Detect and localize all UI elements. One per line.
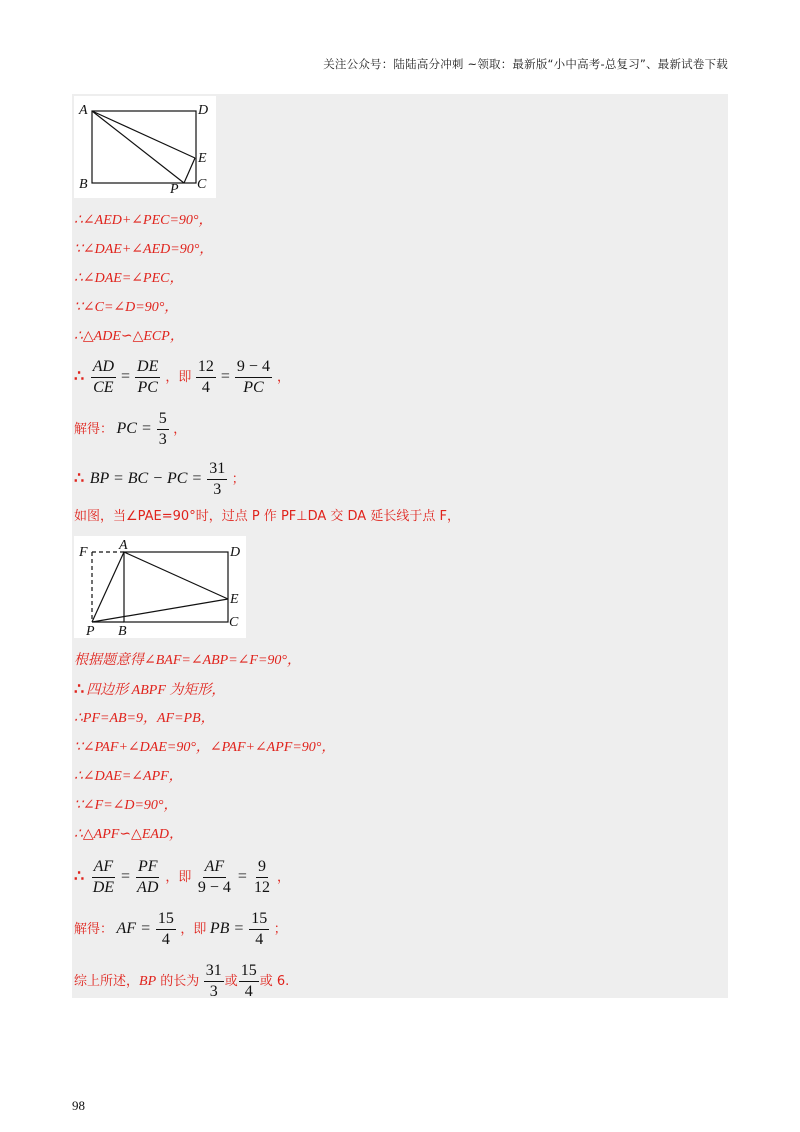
solve-label: 解得：	[74, 422, 114, 438]
therefore-symbol: ∴	[74, 368, 85, 386]
frac-num: DE	[135, 358, 160, 378]
therefore-symbol: ∴	[74, 681, 85, 698]
frac-den: 3	[209, 983, 218, 1000]
step-line-3: ∴∠DAE=∠PEC，	[74, 271, 184, 286]
step-line-8	[74, 460, 245, 499]
frac-num: 12	[196, 358, 216, 378]
step-line-5: ∴△ADE∽△ECP，	[74, 329, 184, 344]
label-a: A	[79, 103, 88, 118]
equation-lhs: AF =	[116, 920, 151, 938]
label-b: B	[79, 177, 88, 192]
page-header: 关注公众号：陆陆高分冲刺 ~领取：最新版“小中高考-总复习”、最新试卷下载	[323, 57, 728, 71]
or-text: 或	[224, 974, 238, 990]
connector-text: ，即	[165, 870, 192, 886]
rectangle-statement: 四边形 ABPF 为矩形，	[86, 683, 226, 698]
step-line-17: ∴ $\frac{AF}{DE}$ = $\frac{PF}{AD}$ ，即 $\frac{AF}{9 - 4}$ = $\frac{9}{12}$ ，	[74, 858, 290, 896]
frac-den: 9 − 4	[197, 879, 231, 896]
frac-den: 3	[213, 481, 222, 498]
connector-text: ，即	[165, 370, 192, 386]
frac-num: 31	[204, 962, 224, 982]
frac-den: 4	[244, 983, 253, 1000]
page-number: 98	[72, 1098, 85, 1113]
punctuation: ，	[173, 422, 187, 438]
frac-den: 4	[255, 931, 264, 948]
equation-lhs: BP = BC − PC =	[89, 470, 203, 488]
frac-num: 15	[239, 962, 259, 982]
frac-num: AF	[203, 858, 227, 878]
therefore-symbol: ∴	[74, 470, 85, 488]
frac-den: AD	[137, 879, 159, 896]
label-p: P	[170, 182, 179, 197]
label-b: B	[118, 624, 127, 638]
step-line-9: 如图，当∠PAE=90°时，过点 P 作 PF⊥DA 交 DA 延长线于点 F，	[74, 509, 460, 524]
step-line-6: ∴ $\frac{AD}{CE}$ = $\frac{DE}{PC}$ ，即 $\frac{12}{4}$ = $\frac{9 - 4}{PC}$ ，	[74, 358, 290, 396]
frac-den: CE	[93, 379, 114, 396]
label-a: A	[119, 538, 128, 553]
solve-label: 解得：	[74, 922, 114, 938]
conclusion-prefix: 综上所述，	[74, 974, 140, 990]
frac-den: 3	[158, 431, 167, 448]
frac-den: 4	[201, 379, 210, 396]
frac-den: PC	[243, 379, 264, 396]
frac-num: 5	[157, 410, 169, 430]
label-c: C	[197, 177, 207, 192]
frac-den: 12	[253, 879, 270, 896]
step-line-2: ∵∠DAE+∠AED=90°，	[74, 242, 214, 257]
step-line-1: ∴∠AED+∠PEC=90°，	[74, 213, 213, 228]
step-line-4: ∵∠C=∠D=90°，	[74, 300, 179, 315]
step-line-7	[74, 410, 186, 449]
frac-den: DE	[92, 879, 115, 896]
step-line-13: ∵∠PAF+∠DAE=90°，∠PAF+∠APF=90°，	[74, 740, 336, 755]
frac-num: 15	[156, 910, 176, 930]
label-e: E	[230, 592, 239, 607]
frac-den: 4	[161, 931, 170, 948]
frac-num: 9 − 4	[235, 358, 272, 378]
therefore-symbol: ∴	[74, 868, 85, 886]
punctuation: ，	[276, 370, 290, 386]
step-line-11	[74, 681, 225, 700]
figure-rectangle-2	[74, 536, 246, 638]
step-line-16: ∴△APF∽△EAD，	[74, 827, 184, 842]
label-c: C	[229, 615, 239, 630]
label-d: D	[230, 545, 241, 560]
step-line-18	[74, 910, 287, 949]
step-line-12: ∴PF=AB=9，AF=PB，	[74, 711, 215, 726]
equation-lhs: PC =	[116, 420, 152, 438]
or-text: 或 6.	[259, 974, 290, 990]
step-line-19	[74, 962, 289, 1001]
conclusion-mid: 的长为	[156, 974, 200, 990]
bp-term: BP	[139, 974, 157, 990]
punctuation: ；	[273, 922, 287, 938]
label-p: P	[86, 624, 95, 638]
frac-num: AD	[91, 358, 116, 378]
label-e: E	[198, 151, 207, 166]
frac-num: AF	[92, 858, 116, 878]
step-line-14: ∴∠DAE=∠APF，	[74, 769, 183, 784]
punctuation: ；	[231, 472, 245, 488]
equation-lhs: PB =	[209, 920, 245, 938]
figure-rectangle-1	[74, 96, 216, 198]
frac-num: 9	[256, 858, 268, 878]
step-line-10: 根据题意得∠BAF=∠ABP=∠F=90°，	[74, 653, 301, 668]
connector-text: ，即	[180, 922, 207, 938]
label-d: D	[198, 103, 209, 118]
label-f: F	[79, 545, 88, 560]
frac-num: PF	[136, 858, 160, 878]
frac-num: 31	[207, 460, 227, 480]
punctuation: ，	[276, 870, 290, 886]
step-line-15: ∵∠F=∠D=90°，	[74, 798, 178, 813]
frac-den: PC	[137, 379, 158, 396]
frac-num: 15	[249, 910, 269, 930]
